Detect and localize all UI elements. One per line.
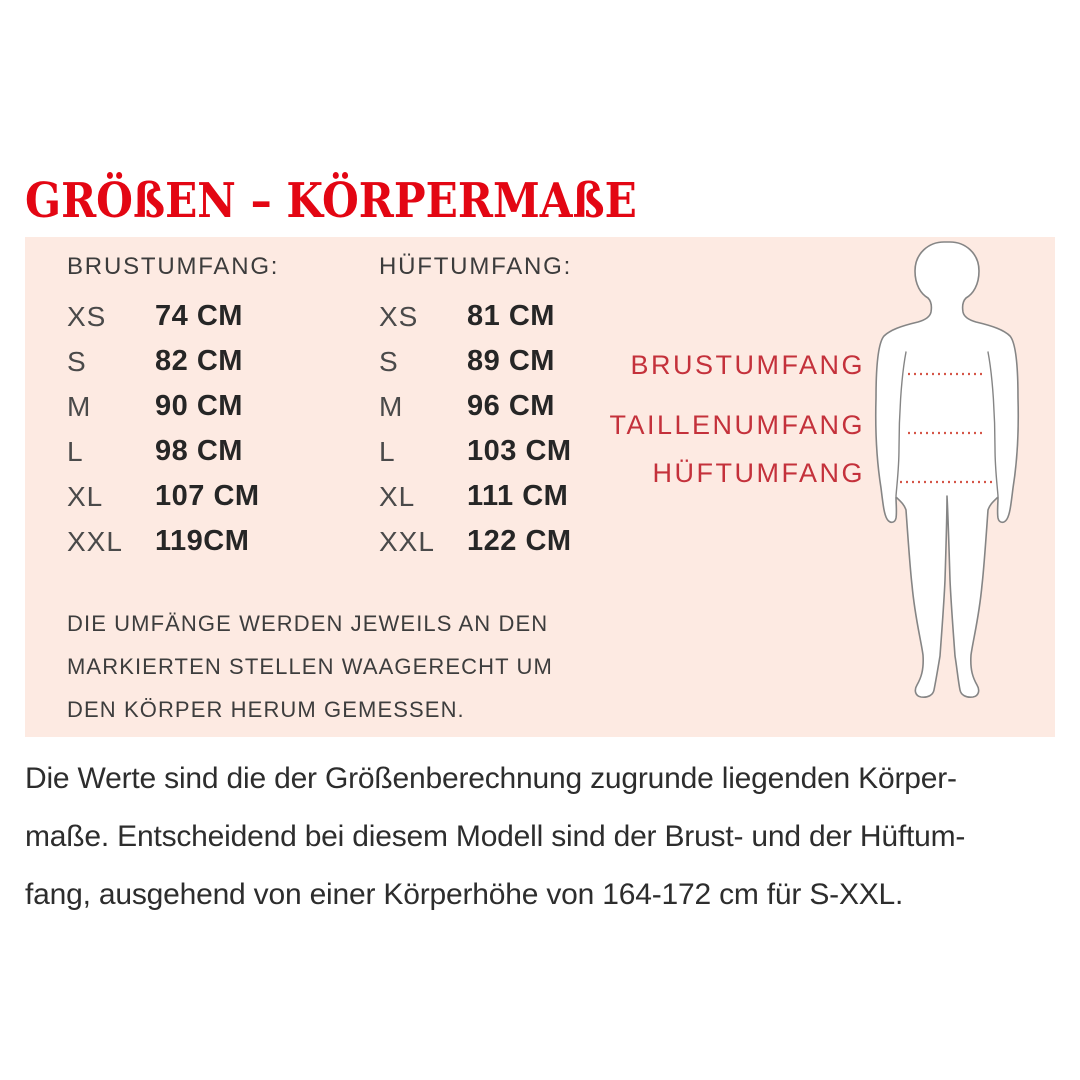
size-value: 98 CM: [155, 435, 243, 467]
size-value: 96 CM: [467, 390, 555, 422]
body-paragraph: [25, 750, 965, 924]
table-row: [67, 474, 279, 519]
size-label: XL: [67, 480, 104, 512]
size-label: XS: [67, 300, 107, 332]
table-row: [67, 384, 279, 429]
table-header: BRUSTUMFANG:: [67, 253, 280, 280]
figure-label-brustumfang: BRUSTUMFANG: [630, 350, 865, 380]
measurement-note: [67, 602, 553, 731]
table-row: [67, 339, 279, 384]
size-value: 82 CM: [155, 345, 243, 377]
size-label: M: [67, 390, 92, 422]
size-label: XXL: [379, 525, 435, 557]
table-row: [379, 474, 572, 519]
size-label: S: [379, 345, 399, 377]
size-value: 111 CM: [467, 480, 569, 512]
table-row: [67, 294, 279, 339]
figure-label-taillenumfang: TAILLENUMFANG: [609, 410, 865, 440]
size-value: 103 CM: [467, 435, 572, 467]
size-value: 122 CM: [467, 525, 572, 557]
paragraph-line: fang, ausgehend von einer Körperhöhe von 164-172 cm für S-XXL.: [25, 878, 904, 911]
table-row: [379, 519, 572, 564]
size-value: 119CM: [155, 525, 250, 557]
body-outline: [876, 242, 1019, 697]
size-value: 81 CM: [467, 300, 555, 332]
paragraph-line: maße. Entscheidend bei diesem Modell sind der Brust- und der Hüftum-: [25, 820, 966, 853]
size-value: 89 CM: [467, 345, 555, 377]
table-row: [67, 519, 279, 564]
table-row: [379, 384, 572, 429]
size-label: XXL: [67, 525, 123, 557]
size-label: XL: [379, 480, 416, 512]
note-line: DIE UMFÄNGE WERDEN JEWEILS AN DEN: [67, 611, 549, 636]
size-label: M: [379, 390, 404, 422]
brustumfang-table: [67, 253, 279, 564]
table-row: [379, 294, 572, 339]
table-row: [67, 429, 279, 474]
table-row: [379, 429, 572, 474]
size-value: 107 CM: [155, 480, 260, 512]
table-header: HÜFTUMFANG:: [379, 253, 573, 280]
hueftumfang-table: [379, 253, 572, 564]
page-title: GRÖßEN – KÖRPERMAßE: [25, 173, 637, 229]
size-label: S: [67, 345, 87, 377]
table-row: [379, 339, 572, 384]
size-label: L: [379, 435, 396, 467]
note-line: MARKIERTEN STELLEN WAAGERECHT UM: [67, 654, 553, 679]
size-label: L: [67, 435, 84, 467]
paragraph-line: Die Werte sind die der Größenberechnung zugrunde liegenden Körper-: [25, 762, 957, 795]
size-value: 74 CM: [155, 300, 243, 332]
note-line: DEN KÖRPER HERUM GEMESSEN.: [67, 697, 465, 722]
figure-label-hueftumfang: HÜFTUMFANG: [652, 458, 865, 488]
body-silhouette-icon: [845, 238, 1045, 708]
size-value: 90 CM: [155, 390, 243, 422]
size-label: XS: [379, 300, 419, 332]
